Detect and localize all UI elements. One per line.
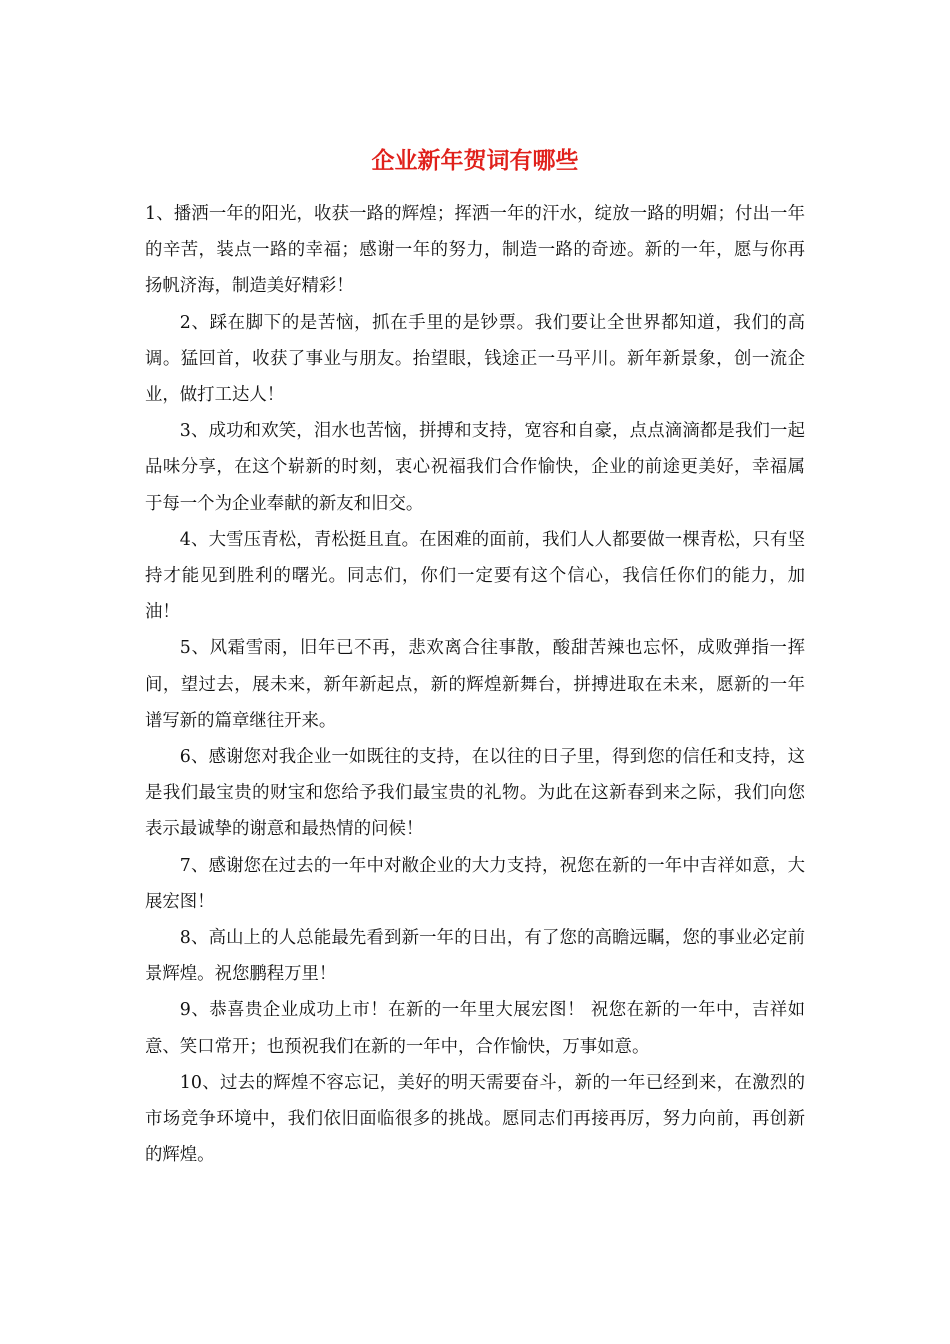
paragraph-6: 6、感谢您对我企业一如既往的支持，在以往的日子里，得到您的信任和支持，这是我们最宝贵的财宝和您给予我们最宝贵的礼物。为此在这新春到来之际，我们向您表示最诚挚的谢意和最热情的问候！ [145,747,805,840]
paragraph-10: 10、过去的辉煌不容忘记，美好的明天需要奋斗，新的一年已经到来，在激烈的市场竞争环境中，我们依旧面临很多的挑战。愿同志们再接再厉，努力向前，再创新的辉煌。 [145,1072,805,1166]
paragraph-4: 4、大雪压青松，青松挺且直。在困难的面前，我们人人都要做一棵青松，只有坚持才能见到胜利的曙光。同志们，你们一定要有这个信心，我信任你们的能力，加油！ [145,529,805,623]
paragraph-7: 7、感谢您在过去的一年中对敝企业的大力支持，祝您在新的一年中吉祥如意，大展宏图！ [145,855,805,912]
paragraph-5: 5、风霜雪雨，旧年已不再，悲欢离合往事散，酸甜苦辣也忘怀，成败弹指一挥间，望过去，展未来，新年新起点，新的辉煌新舞台，拼搏进取在未来，愿新的一年谱写新的篇章继往开来。 [145,638,805,731]
paragraph-3: 3、成功和欢笑，泪水也苦恼，拼搏和支持，宽容和自豪，点点滴滴都是我们一起品味分享，在这个崭新的时刻，衷心祝福我们合作愉快，企业的前途更美好，幸福属于每一个为企业奉献的新友和旧交。 [145,421,805,514]
paragraph-1: 1、播洒一年的阳光，收获一路的辉煌；挥洒一年的汗水，绽放一路的明媚；付出一年的辛苦，装点一路的幸福；感谢一年的努力，制造一路的奇迹。新的一年，愿与你再扬帆济海，制造美好精彩！ [145,204,805,297]
paragraph-8: 8、高山上的人总能最先看到新一年的日出，有了您的高瞻远瞩，您的事业必定前景辉煌。祝您鹏程万里！ [145,928,805,985]
document-title: 企业新年贺词有哪些 [371,147,579,174]
paragraph-2: 2、踩在脚下的是苦恼，抓在手里的是钞票。我们要让全世界都知道，我们的高调。猛回首，收获了事业与朋友。抬望眼，钱途正一马平川。新年新景象，创一流企业，做打工达人！ [145,312,805,406]
document-body [145,196,805,1173]
paragraph-9: 9、恭喜贵企业成功上市！在新的一年里大展宏图！ 祝您在新的一年中，吉祥如意、笑口常开；也预祝我们在新的一年中，合作愉快，万事如意。 [145,1000,805,1057]
